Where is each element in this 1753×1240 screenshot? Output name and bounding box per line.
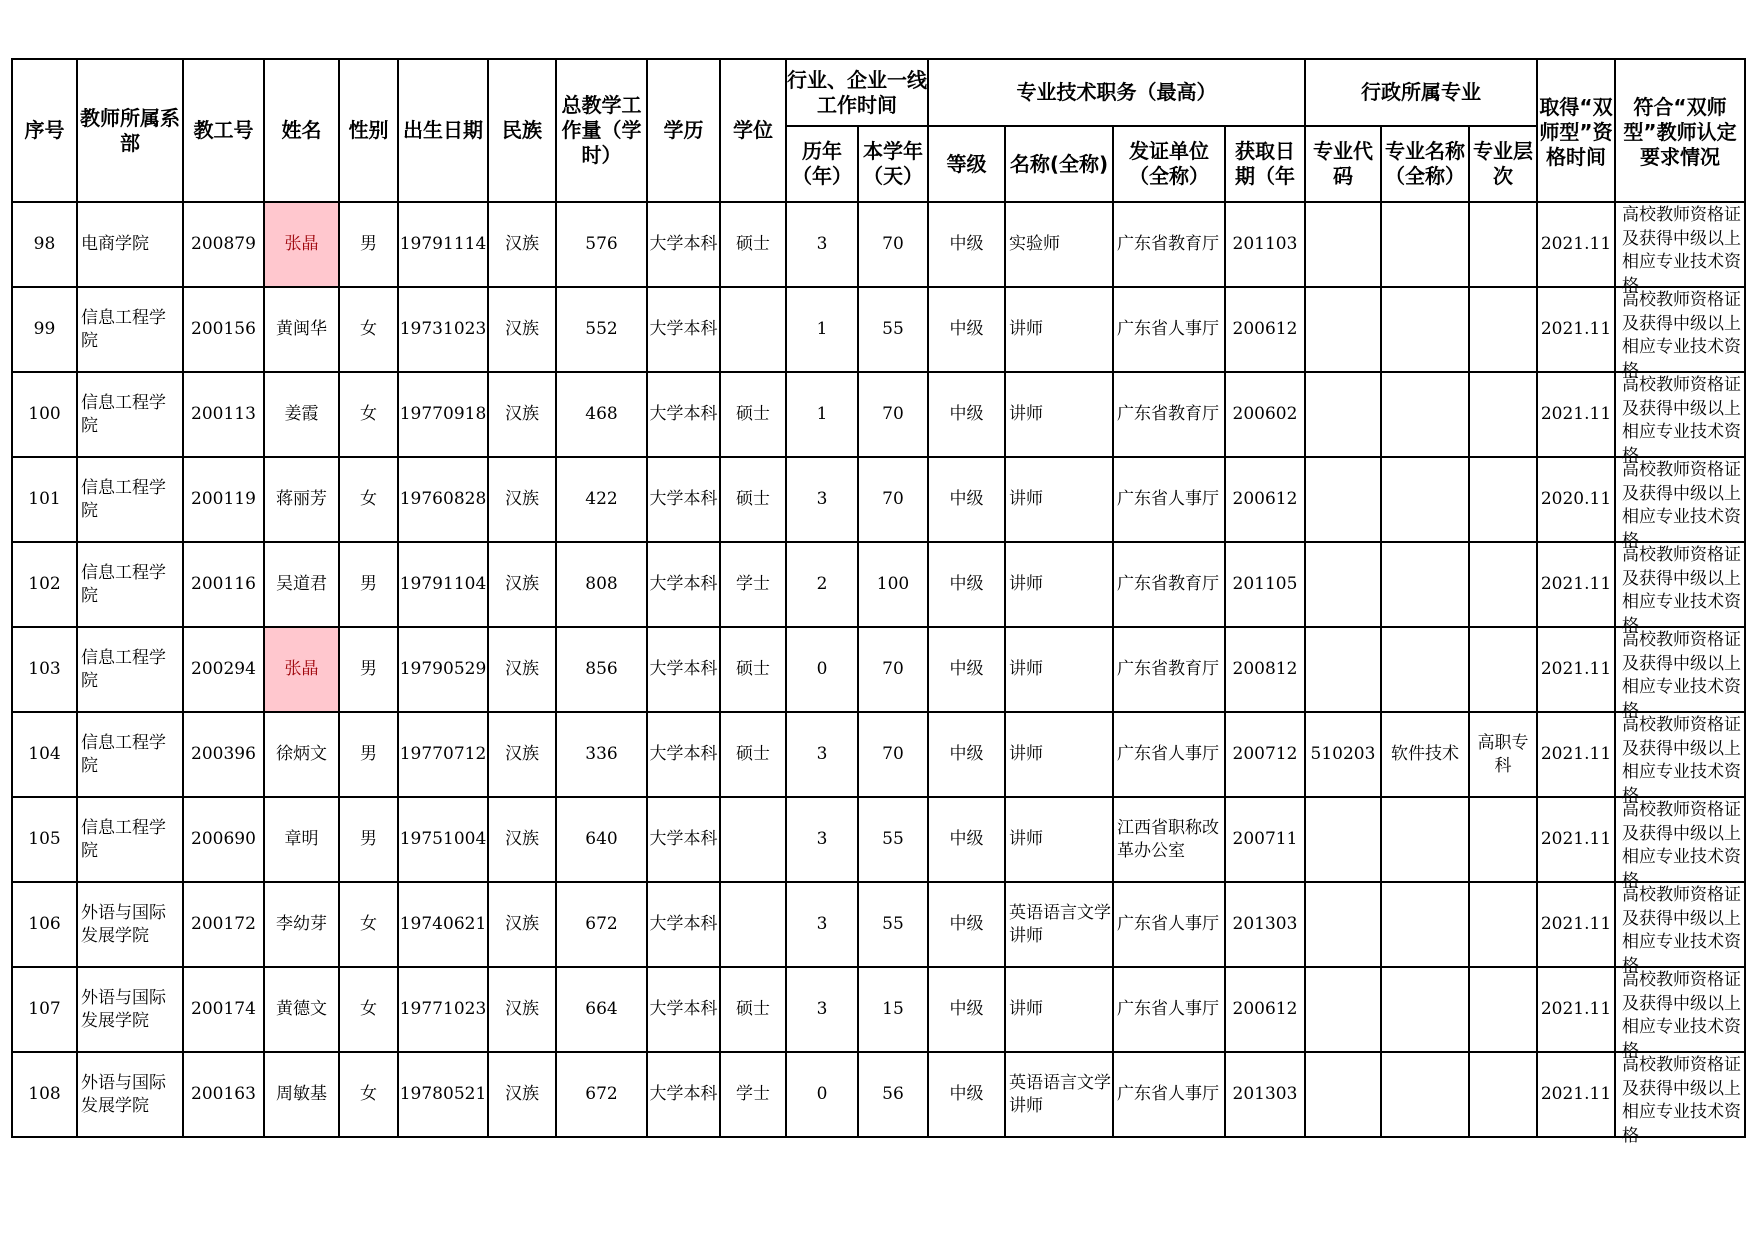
cell-major-code: 510203 (1305, 712, 1381, 797)
teacher-table (11, 58, 1746, 1146)
cell-gender: 女 (339, 967, 398, 1052)
cell-major-code (1305, 1052, 1381, 1137)
cell-title-date: 200612 (1225, 457, 1305, 542)
cell-workload: 576 (556, 202, 647, 287)
header-seq: 序号 (12, 59, 77, 202)
cell-major-name (1381, 967, 1469, 1052)
cell-major-level (1469, 287, 1537, 372)
cell-major-level (1469, 372, 1537, 457)
cell-workload: 856 (556, 627, 647, 712)
cell-industry-years: 2 (786, 542, 858, 627)
cell-ethnicity: 汉族 (488, 1052, 556, 1137)
cell-dept: 信息工程学院 (77, 287, 183, 372)
cell-ethnicity: 汉族 (488, 797, 556, 882)
header-industry-years: 历年（年） (786, 126, 858, 202)
cell-industry-days: 70 (858, 372, 928, 457)
cell-staff-id: 200119 (183, 457, 264, 542)
cell-name: 姜霞 (264, 372, 339, 457)
cell-ethnicity: 汉族 (488, 287, 556, 372)
cell-workload: 336 (556, 712, 647, 797)
cell-title-issuer: 广东省人事厅 (1113, 712, 1225, 797)
cell-requirement: 高校教师资格证及获得中级以上相应专业技术资格 (1615, 797, 1745, 882)
cell-birth: 19760828 (398, 457, 488, 542)
cell-seq: 108 (12, 1052, 77, 1137)
cell-title-level: 中级 (928, 627, 1005, 712)
header-ethnicity: 民族 (488, 59, 556, 202)
cell-education: 大学本科 (647, 627, 720, 712)
table-row (12, 1052, 1745, 1137)
cell-degree: 硕士 (720, 202, 786, 287)
cell-gender: 女 (339, 287, 398, 372)
cell-education: 大学本科 (647, 542, 720, 627)
cell-major-name (1381, 457, 1469, 542)
cell-major-code (1305, 967, 1381, 1052)
header-major-code: 专业代码 (1305, 126, 1381, 202)
cell-title-issuer: 广东省教育厅 (1113, 372, 1225, 457)
cell-industry-years: 0 (786, 627, 858, 712)
cell-birth: 19790529 (398, 627, 488, 712)
cell-requirement: 高校教师资格证及获得中级以上相应专业技术资格 (1615, 627, 1745, 712)
cell-dept: 外语与国际发展学院 (77, 882, 183, 967)
cell-title-name: 英语语言文学讲师 (1005, 882, 1113, 967)
cell-major-code (1305, 287, 1381, 372)
header-staff-id: 教工号 (183, 59, 264, 202)
cell-qual-time: 2021.11 (1537, 1052, 1615, 1137)
cell-gender: 男 (339, 542, 398, 627)
cell-title-issuer: 广东省人事厅 (1113, 287, 1225, 372)
cell-workload: 672 (556, 882, 647, 967)
cell-major-name (1381, 542, 1469, 627)
cell-title-date: 201303 (1225, 1052, 1305, 1137)
cell-birth: 19731023 (398, 287, 488, 372)
cell-title-name: 实验师 (1005, 202, 1113, 287)
header-industry-group: 行业、企业一线工作时间 (786, 59, 928, 126)
teacher-roster-sheet (11, 58, 1746, 1146)
cell-title-name: 讲师 (1005, 627, 1113, 712)
cell-industry-days: 100 (858, 542, 928, 627)
cell-industry-years: 1 (786, 372, 858, 457)
cell-qual-time: 2020.11 (1537, 457, 1615, 542)
cell-dept: 信息工程学院 (77, 457, 183, 542)
cell-title-name: 讲师 (1005, 797, 1113, 882)
cell-seq: 98 (12, 202, 77, 287)
cell-title-date: 200712 (1225, 712, 1305, 797)
cell-education: 大学本科 (647, 372, 720, 457)
cell-degree: 硕士 (720, 372, 786, 457)
cell-industry-days: 70 (858, 202, 928, 287)
cell-dept: 信息工程学院 (77, 627, 183, 712)
cell-qual-time: 2021.11 (1537, 542, 1615, 627)
cell-major-level (1469, 797, 1537, 882)
cell-birth: 19780521 (398, 1052, 488, 1137)
cell-seq: 102 (12, 542, 77, 627)
cell-birth: 19770918 (398, 372, 488, 457)
cell-birth: 19770712 (398, 712, 488, 797)
cell-major-level: 高职专科 (1469, 712, 1537, 797)
table-row (12, 882, 1745, 967)
cell-degree (720, 882, 786, 967)
cell-dept: 信息工程学院 (77, 712, 183, 797)
cell-title-date: 200602 (1225, 372, 1305, 457)
cell-staff-id: 200172 (183, 882, 264, 967)
cell-major-name (1381, 202, 1469, 287)
cell-requirement: 高校教师资格证及获得中级以上相应专业技术资格 (1615, 1052, 1745, 1137)
cell-title-level: 中级 (928, 967, 1005, 1052)
cell-workload: 552 (556, 287, 647, 372)
cell-staff-id: 200690 (183, 797, 264, 882)
cell-ethnicity: 汉族 (488, 967, 556, 1052)
cell-requirement: 高校教师资格证及获得中级以上相应专业技术资格 (1615, 712, 1745, 797)
cell-name: 周敏基 (264, 1052, 339, 1137)
cell-major-name: 软件技术 (1381, 712, 1469, 797)
cell-degree (720, 287, 786, 372)
cell-education: 大学本科 (647, 287, 720, 372)
cell-title-issuer: 广东省人事厅 (1113, 882, 1225, 967)
cell-title-date: 201103 (1225, 202, 1305, 287)
cell-birth: 19791114 (398, 202, 488, 287)
cell-dept: 外语与国际发展学院 (77, 967, 183, 1052)
cell-industry-days: 70 (858, 457, 928, 542)
cell-title-issuer: 广东省人事厅 (1113, 1052, 1225, 1137)
cell-major-level (1469, 202, 1537, 287)
header-major-name: 专业名称（全称） (1381, 126, 1469, 202)
cell-workload: 468 (556, 372, 647, 457)
header-title-date: 获取日期（年 (1225, 126, 1305, 202)
cell-ethnicity: 汉族 (488, 712, 556, 797)
cell-ethnicity: 汉族 (488, 542, 556, 627)
cell-industry-days: 55 (858, 287, 928, 372)
cell-degree (720, 797, 786, 882)
cell-dept: 信息工程学院 (77, 372, 183, 457)
cell-title-date: 201303 (1225, 882, 1305, 967)
cell-requirement: 高校教师资格证及获得中级以上相应专业技术资格 (1615, 202, 1745, 287)
cell-major-level (1469, 457, 1537, 542)
header-workload: 总教学工作量（学时） (556, 59, 647, 202)
cell-workload: 672 (556, 1052, 647, 1137)
cell-workload: 664 (556, 967, 647, 1052)
cell-title-level: 中级 (928, 712, 1005, 797)
cell-degree: 硕士 (720, 712, 786, 797)
cell-ethnicity: 汉族 (488, 202, 556, 287)
cell-name: 张晶 (264, 627, 339, 712)
cell-staff-id: 200174 (183, 967, 264, 1052)
cell-industry-days: 15 (858, 967, 928, 1052)
table-row (12, 542, 1745, 627)
cell-major-level (1469, 542, 1537, 627)
cell-requirement: 高校教师资格证及获得中级以上相应专业技术资格 (1615, 372, 1745, 457)
cell-major-level (1469, 967, 1537, 1052)
cell-gender: 男 (339, 202, 398, 287)
cell-major-code (1305, 202, 1381, 287)
cell-education: 大学本科 (647, 967, 720, 1052)
cell-seq: 99 (12, 287, 77, 372)
cell-title-issuer: 广东省教育厅 (1113, 627, 1225, 712)
cell-workload: 422 (556, 457, 647, 542)
table-header (12, 59, 1745, 202)
cell-qual-time: 2021.11 (1537, 372, 1615, 457)
cell-title-level: 中级 (928, 202, 1005, 287)
cell-ethnicity: 汉族 (488, 882, 556, 967)
cell-name: 章明 (264, 797, 339, 882)
cell-birth: 19771023 (398, 967, 488, 1052)
cell-workload: 808 (556, 542, 647, 627)
cell-title-level: 中级 (928, 457, 1005, 542)
cell-gender: 男 (339, 627, 398, 712)
cell-major-level (1469, 1052, 1537, 1137)
cell-title-name: 讲师 (1005, 967, 1113, 1052)
cell-ethnicity: 汉族 (488, 457, 556, 542)
cell-industry-years: 3 (786, 712, 858, 797)
cell-gender: 男 (339, 797, 398, 882)
cell-major-code (1305, 372, 1381, 457)
cell-education: 大学本科 (647, 712, 720, 797)
cell-seq: 105 (12, 797, 77, 882)
cell-name: 张晶 (264, 202, 339, 287)
cell-major-code (1305, 882, 1381, 967)
cell-title-name: 讲师 (1005, 457, 1113, 542)
cell-dept: 信息工程学院 (77, 797, 183, 882)
cell-gender: 女 (339, 457, 398, 542)
cell-gender: 女 (339, 372, 398, 457)
cell-name: 蒋丽芳 (264, 457, 339, 542)
cell-staff-id: 200879 (183, 202, 264, 287)
cell-education: 大学本科 (647, 202, 720, 287)
cell-major-name (1381, 627, 1469, 712)
table-row (12, 372, 1745, 457)
cell-name: 李幼芽 (264, 882, 339, 967)
cell-major-code (1305, 627, 1381, 712)
cell-requirement: 高校教师资格证及获得中级以上相应专业技术资格 (1615, 287, 1745, 372)
cell-title-level: 中级 (928, 542, 1005, 627)
cell-staff-id: 200156 (183, 287, 264, 372)
cell-industry-years: 3 (786, 967, 858, 1052)
cell-staff-id: 200163 (183, 1052, 264, 1137)
cell-major-name (1381, 372, 1469, 457)
cell-education: 大学本科 (647, 457, 720, 542)
cell-title-date: 200812 (1225, 627, 1305, 712)
cell-name: 吴道君 (264, 542, 339, 627)
cell-staff-id: 200113 (183, 372, 264, 457)
cell-major-name (1381, 797, 1469, 882)
cell-degree: 学士 (720, 1052, 786, 1137)
cell-major-name (1381, 882, 1469, 967)
cell-birth: 19751004 (398, 797, 488, 882)
cell-seq: 100 (12, 372, 77, 457)
cell-major-level (1469, 627, 1537, 712)
header-degree: 学位 (720, 59, 786, 202)
cell-title-name: 讲师 (1005, 542, 1113, 627)
cell-title-name: 讲师 (1005, 712, 1113, 797)
cell-seq: 103 (12, 627, 77, 712)
cell-title-issuer: 广东省人事厅 (1113, 457, 1225, 542)
header-major-group: 行政所属专业 (1305, 59, 1537, 126)
table-row (12, 712, 1745, 797)
cell-industry-years: 3 (786, 797, 858, 882)
header-qual-time: 取得“双师型”资格时间 (1537, 59, 1615, 202)
header-title-group: 专业技术职务（最高） (928, 59, 1305, 126)
cell-education: 大学本科 (647, 1052, 720, 1137)
cell-title-issuer: 江西省职称改革办公室 (1113, 797, 1225, 882)
cell-title-level: 中级 (928, 287, 1005, 372)
cell-title-date: 201105 (1225, 542, 1305, 627)
table-row (12, 967, 1745, 1052)
cell-name: 黄闽华 (264, 287, 339, 372)
cell-industry-years: 0 (786, 1052, 858, 1137)
cell-industry-days: 70 (858, 627, 928, 712)
cell-major-level (1469, 882, 1537, 967)
cell-industry-years: 3 (786, 202, 858, 287)
header-title-name: 名称(全称) (1005, 126, 1113, 202)
cell-qual-time: 2021.11 (1537, 797, 1615, 882)
table-row (12, 457, 1745, 542)
cell-seq: 104 (12, 712, 77, 797)
cell-gender: 女 (339, 882, 398, 967)
cell-birth: 19791104 (398, 542, 488, 627)
cell-major-name (1381, 1052, 1469, 1137)
header-gender: 性别 (339, 59, 398, 202)
cell-major-code (1305, 542, 1381, 627)
cell-title-level: 中级 (928, 372, 1005, 457)
cell-title-level: 中级 (928, 797, 1005, 882)
cell-gender: 女 (339, 1052, 398, 1137)
cell-industry-years: 3 (786, 882, 858, 967)
cell-title-name: 英语语言文学讲师 (1005, 1052, 1113, 1137)
cell-title-level: 中级 (928, 882, 1005, 967)
cell-seq: 106 (12, 882, 77, 967)
cell-major-code (1305, 797, 1381, 882)
cell-qual-time: 2021.11 (1537, 287, 1615, 372)
cell-title-issuer: 广东省教育厅 (1113, 542, 1225, 627)
header-industry-days: 本学年（天） (858, 126, 928, 202)
table-row (12, 797, 1745, 882)
cell-requirement: 高校教师资格证及获得中级以上相应专业技术资格 (1615, 882, 1745, 967)
cell-seq: 107 (12, 967, 77, 1052)
header-dept: 教师所属系部 (77, 59, 183, 202)
table-row (12, 287, 1745, 372)
cell-title-date: 200612 (1225, 287, 1305, 372)
header-education: 学历 (647, 59, 720, 202)
cell-title-issuer: 广东省教育厅 (1113, 202, 1225, 287)
cell-degree: 硕士 (720, 457, 786, 542)
cell-dept: 信息工程学院 (77, 542, 183, 627)
cell-qual-time: 2021.11 (1537, 627, 1615, 712)
cell-qual-time: 2021.11 (1537, 967, 1615, 1052)
cell-qual-time: 2021.11 (1537, 712, 1615, 797)
cell-workload: 640 (556, 797, 647, 882)
cell-gender: 男 (339, 712, 398, 797)
cell-name: 徐炳文 (264, 712, 339, 797)
cell-degree: 硕士 (720, 967, 786, 1052)
cell-dept: 电商学院 (77, 202, 183, 287)
header-requirement: 符合“双师型”教师认定要求情况 (1615, 59, 1745, 202)
cell-title-level: 中级 (928, 1052, 1005, 1137)
cell-education: 大学本科 (647, 797, 720, 882)
cell-industry-days: 55 (858, 797, 928, 882)
cell-requirement: 高校教师资格证及获得中级以上相应专业技术资格 (1615, 542, 1745, 627)
cell-industry-years: 3 (786, 457, 858, 542)
header-birth: 出生日期 (398, 59, 488, 202)
cell-degree: 硕士 (720, 627, 786, 712)
cell-industry-years: 1 (786, 287, 858, 372)
cell-dept: 外语与国际发展学院 (77, 1052, 183, 1137)
header-name: 姓名 (264, 59, 339, 202)
table-row (12, 627, 1745, 712)
cell-birth: 19740621 (398, 882, 488, 967)
table-row (12, 202, 1745, 287)
cell-requirement: 高校教师资格证及获得中级以上相应专业技术资格 (1615, 967, 1745, 1052)
cell-ethnicity: 汉族 (488, 627, 556, 712)
cell-ethnicity: 汉族 (488, 372, 556, 457)
cell-title-date: 200612 (1225, 967, 1305, 1052)
cell-title-date: 200711 (1225, 797, 1305, 882)
cell-name: 黄德文 (264, 967, 339, 1052)
cell-title-name: 讲师 (1005, 372, 1113, 457)
cell-degree: 学士 (720, 542, 786, 627)
header-major-level: 专业层次 (1469, 126, 1537, 202)
cell-industry-days: 70 (858, 712, 928, 797)
cell-education: 大学本科 (647, 882, 720, 967)
cell-qual-time: 2021.11 (1537, 882, 1615, 967)
cell-title-name: 讲师 (1005, 287, 1113, 372)
cell-title-issuer: 广东省人事厅 (1113, 967, 1225, 1052)
table-body (12, 202, 1745, 1146)
header-title-issuer: 发证单位（全称） (1113, 126, 1225, 202)
cell-major-name (1381, 287, 1469, 372)
cell-staff-id: 200116 (183, 542, 264, 627)
cell-industry-days: 55 (858, 882, 928, 967)
cell-industry-days: 56 (858, 1052, 928, 1137)
cell-major-code (1305, 457, 1381, 542)
cell-qual-time: 2021.11 (1537, 202, 1615, 287)
cell-staff-id: 200396 (183, 712, 264, 797)
cell-staff-id: 200294 (183, 627, 264, 712)
header-title-level: 等级 (928, 126, 1005, 202)
cell-requirement: 高校教师资格证及获得中级以上相应专业技术资格 (1615, 457, 1745, 542)
cell-seq: 101 (12, 457, 77, 542)
